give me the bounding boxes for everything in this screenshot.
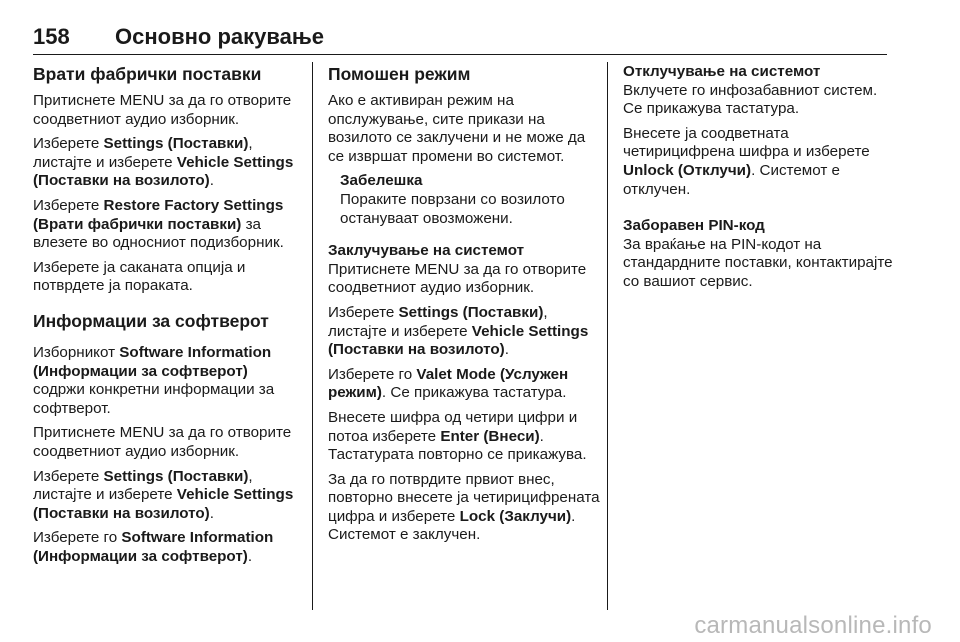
note-box: [340, 172, 600, 228]
heading-software-info: Информации за софтверот: [33, 310, 269, 331]
note-text: Пораките поврзани со возилото остануваат овозможени.: [340, 190, 565, 227]
column-divider: [607, 62, 608, 610]
column-middle: [328, 63, 600, 551]
watermark: carmanualsonline.info: [694, 612, 932, 639]
paragraph: Ако е активиран режим на опслужување, сите прикази на возилото се заклучени и не може да се извршат промени во системот.: [328, 92, 586, 165]
paragraph: Изберете ја саканата опција и потврдете ја пораката.: [33, 258, 246, 295]
paragraph: Притиснете MENU за да го отворите соодветниот аудио изборник.: [33, 424, 292, 460]
paragraph: Внесете ја соодветната четирицифрена шифра и изберете Unlock (Отклучи). Системот е отклучен.: [623, 124, 870, 198]
heading-unlock-system: Отклучување на системот: [623, 63, 821, 80]
paragraph: Вклучете го инфозабавниот систем. Се прикажува тастатура.: [623, 81, 878, 118]
page-header: [33, 22, 887, 55]
paragraph: Изборникот Software Information (Информации за софтверот) содржи конкретни информации за софтверот.: [33, 343, 275, 417]
paragraph: Притиснете MENU за да го отворите соодветниот аудио изборник.: [328, 260, 587, 297]
paragraph: Изберете Restore Factory Settings (Врати фабрички поставки) за влезете во односниот подизборник.: [33, 196, 284, 252]
paragraph: Изберете го Valet Mode (Услужен режим). Се прикажува тастатура.: [328, 365, 569, 402]
paragraph: Изберете Settings (Поставки), листајте и изберете Vehicle Settings (Поставки на возилото).: [33, 135, 294, 190]
paragraph: За да го потврдите првиот внес, повторно внесете ја четирицифрената цифра и изберете Lock (Заклучи). Системот е заклучен.: [328, 470, 600, 544]
paragraph: Изберете го Software Information (Информации за софтверот).: [33, 529, 274, 565]
page-title: Основно ракување: [115, 24, 324, 49]
heading-valet-mode: Помошен режим: [328, 64, 471, 84]
heading-factory-reset: Врати фабрички поставки: [33, 64, 262, 84]
paragraph: Внесете шифра од четири цифри и потоа изберете Enter (Внеси). Тастатурата повторно се прикажува.: [328, 408, 587, 464]
column-right: [623, 63, 893, 298]
column-left: [33, 63, 301, 572]
paragraph: Притиснете MENU за да го отворите соодветниот аудио изборник.: [33, 92, 292, 128]
column-divider: [312, 62, 313, 610]
page-number: 158: [33, 24, 70, 49]
paragraph: За враќање на PIN-кодот на стандардните поставки, контактирајте со вашиот сервис.: [623, 235, 893, 290]
heading-lock-system: Заклучување на системот: [328, 242, 525, 260]
paragraph: Изберете Settings (Поставки), листајте и изберете Vehicle Settings (Поставки на возилото).: [328, 303, 589, 359]
heading-forgotten-pin: Заборавен PIN-код: [623, 217, 765, 235]
paragraph: Изберете Settings (Поставки), листајте и изберете Vehicle Settings (Поставки на возилото).: [33, 467, 294, 522]
note-title: Забелешка: [340, 172, 423, 190]
